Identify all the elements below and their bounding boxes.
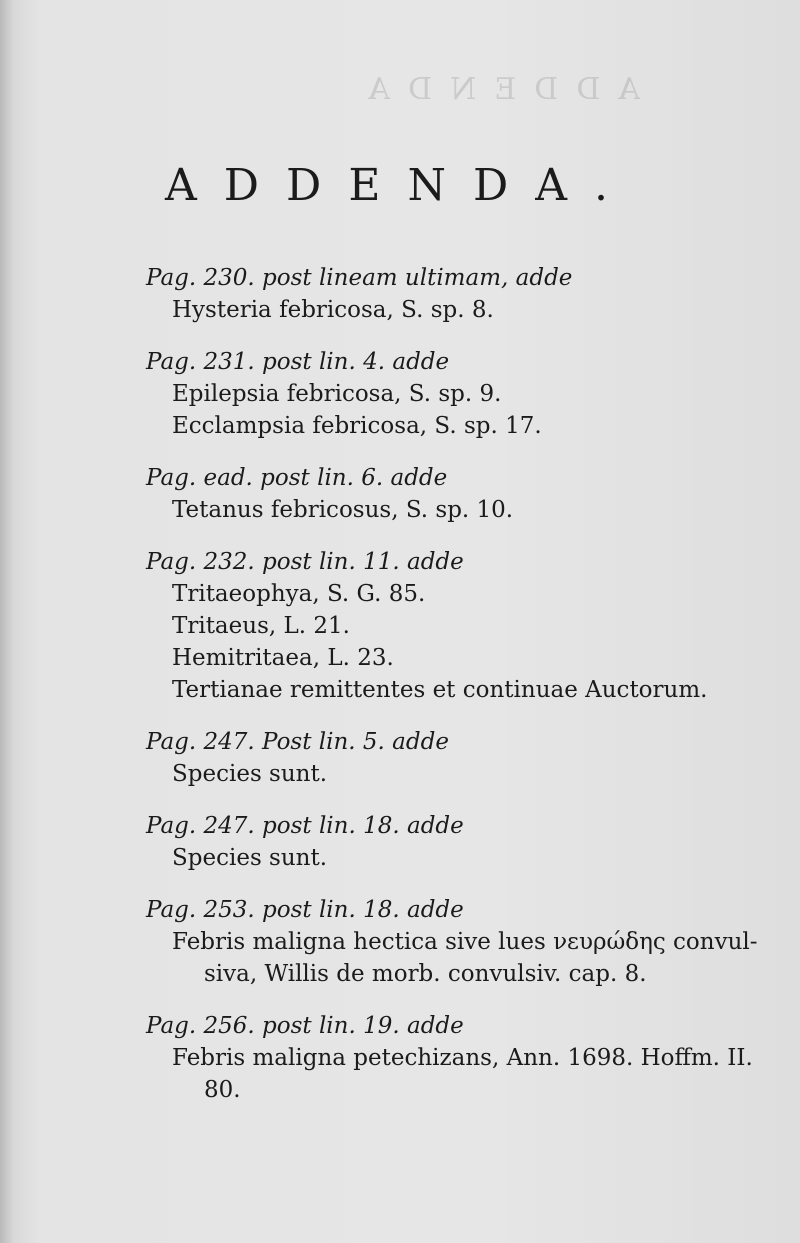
entry-reference: Pag. ead. post lin. 6. adde [146, 465, 448, 491]
entry-text: Species sunt. [172, 845, 328, 871]
entry-reference: Pag. 230. post lineam ultimam, adde [146, 265, 573, 291]
entry-text: Hemitritaea, L. 23. [172, 645, 394, 671]
addenda-entry [146, 1010, 753, 1106]
entry-text: Tetanus febricosus, S. sp. 10. [172, 497, 514, 523]
addenda-entry [146, 462, 686, 526]
addenda-entry [146, 810, 686, 874]
addenda-entry [146, 262, 686, 326]
page-title: ADDENDA. [165, 160, 635, 211]
entry-text: Species sunt. [172, 761, 328, 787]
addenda-entry [146, 546, 708, 706]
entry-reference: Pag. 231. post lin. 4. adde [146, 349, 450, 375]
entry-text: Ecclampsia febricosa, S. sp. 17. [172, 413, 542, 439]
entry-reference: Pag. 253. post lin. 18. adde [146, 897, 464, 923]
addenda-list [146, 262, 758, 1126]
addenda-entry [146, 726, 686, 790]
entry-text: Epilepsia febricosa, S. sp. 9. [172, 381, 502, 407]
entry-text: Febris maligna hectica sive lues νευρώδης convul- [172, 929, 758, 955]
entry-reference: Pag. 247. post lin. 18. adde [146, 813, 464, 839]
entry-reference: Pag. 256. post lin. 19. adde [146, 1013, 464, 1039]
bleed-through-text: ADDENDA [350, 72, 640, 107]
entry-text: Tritaeophya, S. G. 85. [172, 581, 426, 607]
addenda-entry [146, 346, 686, 442]
addenda-entry [146, 894, 758, 990]
entry-text: Hysteria febricosa, S. sp. 8. [172, 297, 494, 323]
entry-text: Tertianae remittentes et continuae Auctorum. [172, 677, 708, 703]
entry-text: siva, Willis de morb. convulsiv. cap. 8. [204, 961, 647, 987]
entry-reference: Pag. 232. post lin. 11. adde [146, 549, 464, 575]
entry-reference: Pag. 247. Post lin. 5. adde [146, 729, 449, 755]
entry-text: 80. [204, 1077, 241, 1103]
entry-text: Febris maligna petechizans, Ann. 1698. Hoffm. II. [172, 1045, 753, 1071]
entry-text: Tritaeus, L. 21. [172, 613, 350, 639]
